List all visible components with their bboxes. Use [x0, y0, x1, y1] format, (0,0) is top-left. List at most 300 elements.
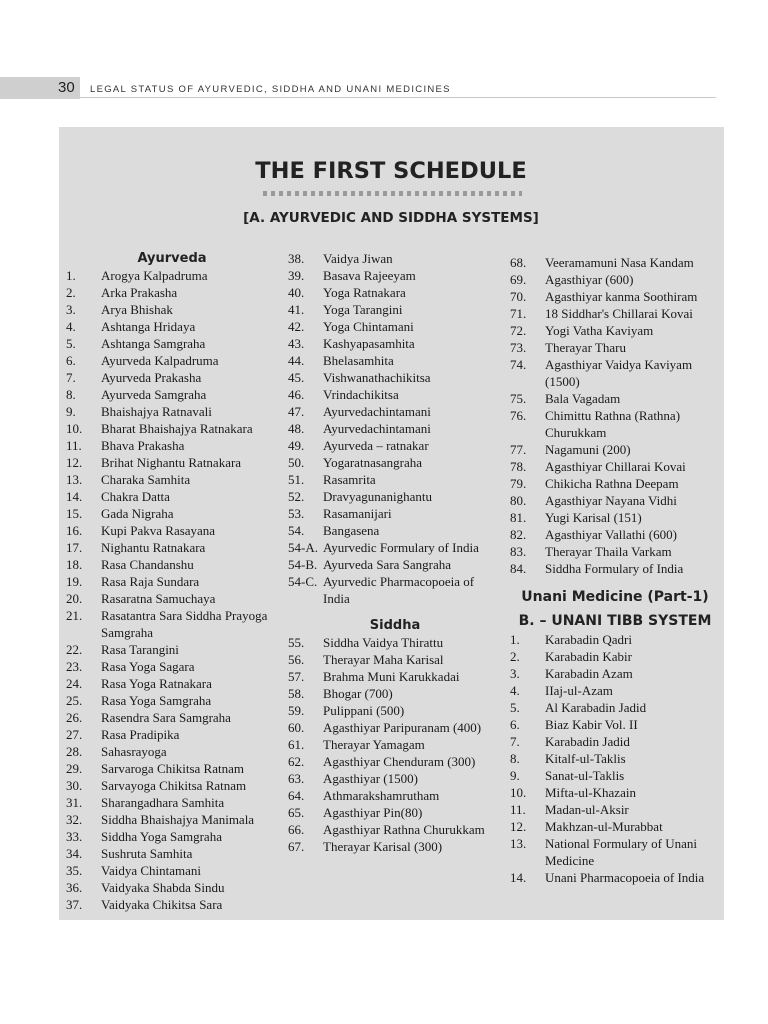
item-title: Unani Pharmacopoeia of India: [545, 870, 705, 885]
section-heading: Ayurveda: [137, 251, 207, 266]
item-number: 76.: [510, 408, 527, 423]
item-number: 12.: [510, 819, 527, 834]
item-title: Vaidya Chintamani: [101, 863, 202, 878]
item-number: 2.: [510, 649, 520, 664]
list-item: [510, 682, 720, 699]
list-item: [66, 845, 278, 862]
list-item: [66, 896, 278, 913]
list-item: [288, 685, 502, 702]
item-title: Biaz Kabir Vol. II: [545, 717, 638, 732]
list-item: [288, 736, 502, 753]
item-title: Yoga Chintamani: [323, 319, 414, 334]
list-item: [288, 471, 502, 488]
item-title: Kupi Pakva Rasayana: [101, 523, 216, 538]
item-title: Therayar Tharu: [545, 340, 626, 355]
item-title: Sharangadhara Samhita: [101, 795, 225, 810]
item-title: Rasa Tarangini: [101, 642, 179, 657]
list-item: [66, 471, 278, 488]
item-number: 84.: [510, 561, 527, 576]
list-item: [288, 770, 502, 787]
list-item: [288, 318, 502, 335]
item-number: 21.: [66, 608, 83, 623]
item-title: Ayurveda – ratnakar: [323, 438, 429, 453]
item-title: Bhava Prakasha: [101, 438, 185, 453]
item-title: Ashtanga Hridaya: [101, 319, 196, 334]
item-title: Rasatantra Sara Siddha Prayoga Samgraha: [101, 608, 268, 640]
item-number: 10.: [66, 421, 83, 436]
item-title: Charaka Samhita: [101, 472, 191, 487]
item-title: Rasa Pradipika: [101, 727, 180, 742]
item-title: Sanat-ul-Taklis: [545, 768, 625, 783]
list-item: [288, 301, 502, 318]
item-number: 64.: [288, 788, 305, 803]
item-title: Madan-ul-Aksir: [545, 802, 629, 817]
item-number: 53.: [288, 506, 305, 521]
item-number: 45.: [288, 370, 305, 385]
list-item: [288, 488, 502, 505]
list-item: [288, 753, 502, 770]
item-title: Agasthiyar Pin(80): [323, 805, 423, 820]
header-rule: [80, 97, 716, 98]
item-number: 46.: [288, 387, 305, 402]
item-title: Mifta-ul-Khazain: [545, 785, 636, 800]
list-item: [510, 305, 720, 322]
item-number: 3.: [66, 302, 76, 317]
item-title: Therayar Thaila Varkam: [545, 544, 672, 559]
schedule-title: THE FIRST SCHEDULE: [255, 158, 527, 184]
list-item: [510, 458, 720, 475]
item-number: 4.: [66, 319, 76, 334]
item-title: Sarvayoga Chikitsa Ratnam: [101, 778, 247, 793]
item-title: Siddha Yoga Samgraha: [101, 829, 222, 844]
list-item: [288, 284, 502, 301]
column-ayurveda-1: [66, 250, 278, 913]
list-item: [510, 526, 720, 543]
item-title: Agasthiyar Chillarai Kovai: [545, 459, 686, 474]
list-item: [66, 692, 278, 709]
list-item: [66, 879, 278, 896]
list-item: [288, 702, 502, 719]
item-number: 23.: [66, 659, 83, 674]
item-number: 54-B.: [288, 557, 318, 572]
list-item: [66, 420, 278, 437]
item-number: 79.: [510, 476, 527, 491]
list-item: [288, 634, 502, 651]
list-item: [510, 390, 720, 407]
item-number: 7.: [66, 370, 76, 385]
page-number: 30: [58, 79, 75, 96]
item-number: 11.: [66, 438, 82, 453]
list-item: [510, 648, 720, 665]
list-item: [288, 369, 502, 386]
item-title: Dravyagunanighantu: [323, 489, 433, 504]
item-number: 43.: [288, 336, 305, 351]
list-item: [66, 607, 278, 641]
item-number: 73.: [510, 340, 527, 355]
schedule-subtitle: [A. AYURVEDIC AND SIDDHA SYSTEMS]: [243, 210, 539, 226]
item-title: Kashyapasamhita: [323, 336, 415, 351]
item-title: Rasamanijari: [323, 506, 392, 521]
item-title: Ayurveda Samgraha: [101, 387, 207, 402]
item-number: 18.: [66, 557, 83, 572]
list-item: [66, 335, 278, 352]
list-item: [510, 631, 720, 648]
item-number: 68.: [510, 255, 527, 270]
item-title: Agasthiyar kanma Soothiram: [545, 289, 698, 304]
running-header: LEGAL STATUS OF AYURVEDIC, SIDDHA AND UNANI MEDICINES: [90, 84, 451, 95]
item-number: 6.: [510, 717, 520, 732]
item-number: 65.: [288, 805, 305, 820]
section-heading: Unani Medicine (Part-1): [521, 589, 709, 605]
item-title: Ashtanga Samgraha: [101, 336, 206, 351]
item-number: 56.: [288, 652, 305, 667]
list-item: [66, 301, 278, 318]
list-item: [66, 318, 278, 335]
item-title: 18 Siddhar's Chillarai Kovai: [545, 306, 693, 321]
list-item: [510, 801, 720, 818]
item-title: Yoga Ratnakara: [323, 285, 406, 300]
list-item: [66, 726, 278, 743]
item-title: Agasthiyar Chenduram (300): [323, 754, 476, 769]
list-item: [66, 488, 278, 505]
item-number: 1.: [510, 632, 520, 647]
list-item: [66, 267, 278, 284]
item-title: Agasthiyar Nayana Vidhi: [545, 493, 677, 508]
item-number: 58.: [288, 686, 305, 701]
item-number: 81.: [510, 510, 527, 525]
list-item: [66, 641, 278, 658]
list-item: [66, 352, 278, 369]
item-title: Agasthiyar (1500): [323, 771, 418, 786]
list-item: [288, 267, 502, 284]
item-number: 13.: [66, 472, 83, 487]
item-title: Chikicha Rathna Deepam: [545, 476, 679, 491]
list-item: [288, 668, 502, 685]
item-number: 11.: [510, 802, 526, 817]
item-title: Yoga Tarangini: [323, 302, 403, 317]
item-title: Therayar Yamagam: [323, 737, 425, 752]
item-number: 72.: [510, 323, 527, 338]
item-title: Gada Nigraha: [101, 506, 174, 521]
list-item: [288, 505, 502, 522]
item-title: Ayurveda Sara Sangraha: [323, 557, 452, 572]
item-title: Sarvaroga Chikitsa Ratnam: [101, 761, 244, 776]
list-item: [510, 441, 720, 458]
item-number: 54-C.: [288, 574, 318, 589]
list-item: [66, 573, 278, 590]
list-item: [288, 250, 502, 267]
item-title: Vaidya Jiwan: [323, 251, 393, 266]
list-item: [510, 869, 720, 886]
item-title: Rasa Raja Sundara: [101, 574, 200, 589]
item-title: Al Karabadin Jadid: [545, 700, 647, 715]
item-title: Bhogar (700): [323, 686, 393, 701]
dotted-divider: [263, 191, 522, 196]
list-item: [66, 675, 278, 692]
item-number: 8.: [510, 751, 520, 766]
item-title: Agasthiyar (600): [545, 272, 634, 287]
item-title: Bhelasamhita: [323, 353, 394, 368]
item-title: Agasthiyar Vaidya Kaviyam (1500): [545, 357, 693, 389]
list-item: [288, 352, 502, 369]
item-number: 33.: [66, 829, 83, 844]
item-number: 57.: [288, 669, 305, 684]
list-item: [288, 787, 502, 804]
item-number: 74.: [510, 357, 527, 372]
list-item: [510, 407, 720, 441]
item-number: 24.: [66, 676, 83, 691]
spacer: [288, 607, 502, 617]
item-number: 15.: [66, 506, 83, 521]
list-item: [66, 386, 278, 403]
item-title: Karabadin Jadid: [545, 734, 630, 749]
item-number: 63.: [288, 771, 305, 786]
item-title: Rasa Yoga Ratnakara: [101, 676, 212, 691]
item-number: 26.: [66, 710, 83, 725]
list-item: [288, 386, 502, 403]
list-item: [66, 284, 278, 301]
item-title: Vishwanathachikitsa: [323, 370, 431, 385]
item-number: 29.: [66, 761, 83, 776]
item-number: 9.: [66, 404, 76, 419]
list-item: [66, 539, 278, 556]
item-title: National Formulary of Unani Medicine: [545, 836, 697, 868]
item-title: Brihat Nighantu Ratnakara: [101, 455, 242, 470]
item-title: Veeramamuni Nasa Kandam: [545, 255, 694, 270]
item-title: Makhzan-ul-Murabbat: [545, 819, 663, 834]
list-item: [510, 475, 720, 492]
list-item: [66, 794, 278, 811]
item-number: 36.: [66, 880, 83, 895]
item-number: 4.: [510, 683, 520, 698]
item-title: Arogya Kalpadruma: [101, 268, 208, 283]
column-ayurveda-siddha: [288, 250, 502, 855]
item-number: 52.: [288, 489, 305, 504]
list-item: [288, 454, 502, 471]
list-item: [510, 818, 720, 835]
item-title: Ayurveda Kalpadruma: [101, 353, 219, 368]
item-number: 50.: [288, 455, 305, 470]
item-number: 25.: [66, 693, 83, 708]
item-number: 16.: [66, 523, 83, 538]
item-number: 70.: [510, 289, 527, 304]
item-number: 27.: [66, 727, 83, 742]
item-number: 75.: [510, 391, 527, 406]
item-title: Ayurvedic Pharmacopoeia of India: [323, 574, 475, 606]
item-title: Yogi Vatha Kaviyam: [545, 323, 654, 338]
list-item: [288, 437, 502, 454]
list-item: [510, 254, 720, 271]
list-item: [66, 811, 278, 828]
item-title: Therayar Maha Karisal: [323, 652, 444, 667]
list-item: [66, 556, 278, 573]
list-item: [288, 651, 502, 668]
item-number: 32.: [66, 812, 83, 827]
item-number: 83.: [510, 544, 527, 559]
list-item: [66, 505, 278, 522]
item-title: Pulippani (500): [323, 703, 405, 718]
item-title: Siddha Formulary of India: [545, 561, 684, 576]
item-number: 54-A.: [288, 540, 318, 555]
list-item: [510, 339, 720, 356]
list-item: [510, 492, 720, 509]
item-title: Karabadin Azam: [545, 666, 633, 681]
item-number: 9.: [510, 768, 520, 783]
item-number: 37.: [66, 897, 83, 912]
list-item: [288, 539, 502, 556]
item-title: Ayurvedic Formulary of India: [323, 540, 479, 555]
list-item: [510, 733, 720, 750]
list-item: [66, 777, 278, 794]
item-number: 77.: [510, 442, 527, 457]
item-title: Sushruta Samhita: [101, 846, 193, 861]
item-title: Agasthiyar Paripuranam (400): [323, 720, 482, 735]
item-number: 41.: [288, 302, 305, 317]
item-number: 62.: [288, 754, 305, 769]
list-item: [510, 835, 720, 869]
item-title: Ayurveda Prakasha: [101, 370, 202, 385]
list-item: [510, 543, 720, 560]
item-number: 14.: [66, 489, 83, 504]
column-siddha-unani: [510, 254, 720, 886]
item-title: Siddha Bhaishajya Manimala: [101, 812, 255, 827]
item-number: 38.: [288, 251, 305, 266]
section-heading: Siddha: [369, 618, 421, 633]
item-title: Chimittu Rathna (Rathna) Churukkam: [545, 408, 681, 440]
list-item: [510, 356, 720, 390]
item-number: 17.: [66, 540, 83, 555]
item-number: 42.: [288, 319, 305, 334]
item-number: 5.: [510, 700, 520, 715]
item-title: Nighantu Ratnakara: [101, 540, 206, 555]
item-title: Rasaratna Samuchaya: [101, 591, 216, 606]
list-item: [66, 403, 278, 420]
item-number: 1.: [66, 268, 76, 283]
list-item: [66, 590, 278, 607]
list-item: [288, 522, 502, 539]
list-item: [510, 750, 720, 767]
item-number: 51.: [288, 472, 305, 487]
item-title: Rasa Chandanshu: [101, 557, 194, 572]
list-item: [510, 509, 720, 526]
item-title: Vaidyaka Shabda Sindu: [101, 880, 225, 895]
list-item: [66, 760, 278, 777]
item-title: Brahma Muni Karukkadai: [323, 669, 460, 684]
item-number: 8.: [66, 387, 76, 402]
list-item: [66, 828, 278, 845]
list-item: [66, 862, 278, 879]
section-heading: B. – UNANI TIBB SYSTEM: [518, 613, 712, 629]
item-number: 2.: [66, 285, 76, 300]
list-item: [288, 838, 502, 855]
item-number: 14.: [510, 870, 527, 885]
item-number: 78.: [510, 459, 527, 474]
item-number: 49.: [288, 438, 305, 453]
item-title: Yogaratnasangraha: [323, 455, 423, 470]
list-item: [288, 403, 502, 420]
item-title: Chakra Datta: [101, 489, 170, 504]
item-title: Arka Prakasha: [101, 285, 178, 300]
item-title: Arya Bhishak: [101, 302, 173, 317]
item-number: 71.: [510, 306, 527, 321]
item-title: Bala Vagadam: [545, 391, 621, 406]
item-number: 7.: [510, 734, 520, 749]
item-number: 20.: [66, 591, 83, 606]
list-item: [510, 271, 720, 288]
item-title: Athmarakshamrutham: [323, 788, 440, 803]
item-number: 67.: [288, 839, 305, 854]
item-number: 69.: [510, 272, 527, 287]
item-title: Sahasrayoga: [101, 744, 167, 759]
item-title: Karabadin Kabir: [545, 649, 632, 664]
item-number: 61.: [288, 737, 305, 752]
item-number: 54.: [288, 523, 305, 538]
list-item: [288, 719, 502, 736]
item-title: Nagamuni (200): [545, 442, 631, 457]
item-number: 66.: [288, 822, 305, 837]
item-number: 19.: [66, 574, 83, 589]
item-title: Rasendra Sara Samgraha: [101, 710, 231, 725]
item-title: Rasa Yoga Sagara: [101, 659, 195, 674]
list-item: [510, 322, 720, 339]
list-item: [66, 743, 278, 760]
item-title: Vrindachikitsa: [323, 387, 399, 402]
item-title: Basava Rajeeyam: [323, 268, 416, 283]
item-title: Karabadin Qadri: [545, 632, 632, 647]
list-item: [288, 335, 502, 352]
item-number: 30.: [66, 778, 83, 793]
item-title: Agasthiyar Vallathi (600): [545, 527, 677, 542]
item-title: Rasamrita: [323, 472, 376, 487]
item-title: Therayar Karisal (300): [323, 839, 443, 854]
item-number: 10.: [510, 785, 527, 800]
item-title: Siddha Vaidya Thirattu: [323, 635, 444, 650]
list-item: [288, 420, 502, 437]
list-item: [288, 821, 502, 838]
item-number: 13.: [510, 836, 527, 851]
list-item: [288, 804, 502, 821]
item-number: 80.: [510, 493, 527, 508]
list-item: [510, 288, 720, 305]
item-title: Ayurvedachintamani: [323, 404, 431, 419]
item-number: 22.: [66, 642, 83, 657]
list-item: [66, 658, 278, 675]
item-title: Vaidyaka Chikitsa Sara: [101, 897, 223, 912]
item-number: 59.: [288, 703, 305, 718]
list-item: [66, 709, 278, 726]
item-title: Agasthiyar Rathna Churukkam: [323, 822, 485, 837]
item-number: 6.: [66, 353, 76, 368]
list-item: [510, 767, 720, 784]
item-number: 3.: [510, 666, 520, 681]
list-item: [288, 556, 502, 573]
list-item: [288, 573, 502, 607]
item-number: 12.: [66, 455, 83, 470]
item-number: 47.: [288, 404, 305, 419]
item-title: Bhaishajya Ratnavali: [101, 404, 212, 419]
item-number: 34.: [66, 846, 83, 861]
spacer: [510, 577, 720, 587]
list-item: [510, 665, 720, 682]
item-title: Ayurvedachintamani: [323, 421, 431, 436]
list-item: [66, 454, 278, 471]
list-item: [510, 560, 720, 577]
item-number: 60.: [288, 720, 305, 735]
list-item: [510, 699, 720, 716]
item-number: 48.: [288, 421, 305, 436]
list-item: [66, 437, 278, 454]
item-title: Kitalf-ul-Taklis: [545, 751, 626, 766]
